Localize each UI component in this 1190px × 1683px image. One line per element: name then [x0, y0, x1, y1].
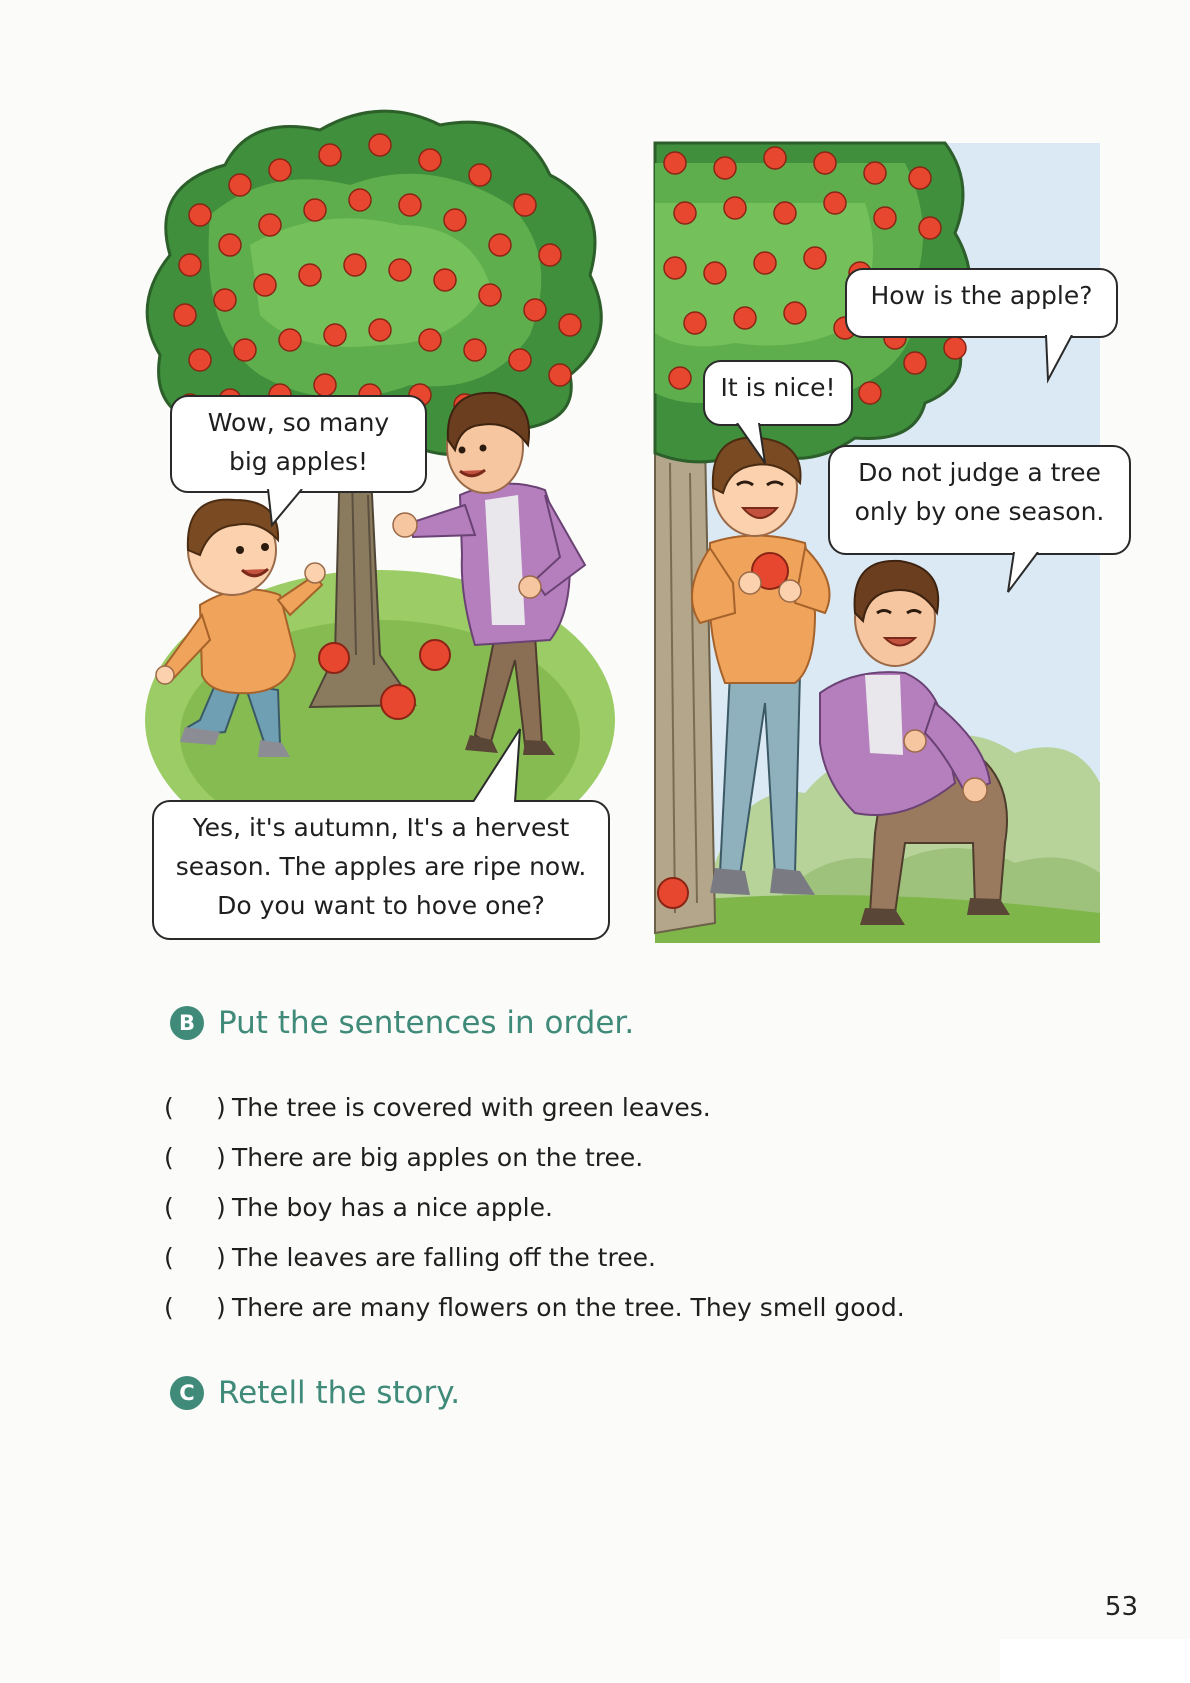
apple: [369, 134, 391, 156]
bubble-line: Wow, so many: [207, 408, 390, 437]
bubble-line: It is nice!: [720, 373, 836, 402]
sentence-order-list: [164, 1082, 984, 1332]
answer-blank-open[interactable]: (: [164, 1192, 174, 1222]
apple: [524, 299, 546, 321]
answer-blank-open[interactable]: (: [164, 1242, 174, 1272]
speech-bubble-question: [845, 268, 1118, 338]
apple: [489, 234, 511, 256]
apple: [804, 247, 826, 269]
apple: [314, 374, 336, 396]
answer-blank-close: ): [216, 1242, 226, 1272]
answer-blank-close: ): [216, 1092, 226, 1122]
apple: [444, 209, 466, 231]
bubble-line: Do not judge a tree: [858, 458, 1101, 487]
apple: [664, 257, 686, 279]
sentence-item: [164, 1082, 984, 1132]
answer-blank-open[interactable]: (: [164, 1292, 174, 1322]
sentence-item: [164, 1132, 984, 1182]
speech-bubble-father: [152, 800, 610, 940]
answer-blank-open[interactable]: (: [164, 1092, 174, 1122]
bubble-line: only by one season.: [854, 496, 1105, 526]
answer-blank-close: ): [216, 1142, 226, 1172]
answer-blank-open[interactable]: (: [164, 1142, 174, 1172]
apple: [904, 352, 926, 374]
apple: [909, 167, 931, 189]
apple: [514, 194, 536, 216]
apple: [229, 174, 251, 196]
apple: [724, 197, 746, 219]
speech-bubble-answer: [703, 360, 853, 426]
apple: [214, 289, 236, 311]
apple: [824, 192, 846, 214]
apple: [734, 307, 756, 329]
apple: [469, 164, 491, 186]
apple: [684, 312, 706, 334]
apple: [859, 382, 881, 404]
apple: [669, 367, 691, 389]
apple: [509, 349, 531, 371]
ground-apple: [658, 878, 688, 908]
apple: [419, 149, 441, 171]
section-c-heading: [170, 1375, 460, 1411]
apple: [234, 339, 256, 361]
answer-blank-close: ): [216, 1292, 226, 1322]
apple: [419, 329, 441, 351]
bubble-tail: [262, 489, 322, 529]
tree-trunk: [655, 443, 715, 933]
section-c-badge: C: [170, 1376, 204, 1410]
apple: [464, 339, 486, 361]
section-c-title: Retell the story.: [218, 1375, 461, 1411]
apple: [349, 189, 371, 211]
bubble-line: How is the apple?: [870, 281, 1093, 310]
sentence-text: There are big apples on the tree.: [232, 1142, 644, 1172]
apple: [944, 337, 966, 359]
apple: [254, 274, 276, 296]
section-b-badge: B: [170, 1006, 204, 1040]
apple: [299, 264, 321, 286]
speech-bubble-boy: [170, 395, 427, 493]
apple: [399, 194, 421, 216]
apple: [319, 144, 341, 166]
bubble-tail: [1040, 335, 1080, 385]
sentence-item: [164, 1182, 984, 1232]
apple: [434, 269, 456, 291]
apple: [549, 364, 571, 386]
apple: [539, 244, 561, 266]
page-number: 53: [1104, 1592, 1138, 1622]
section-b-title: Put the sentences in order.: [218, 1005, 635, 1041]
sentence-text: The leaves are falling off the tree.: [232, 1242, 656, 1272]
apple: [674, 202, 696, 224]
apple: [219, 234, 241, 256]
sentence-item: [164, 1232, 984, 1282]
apple: [174, 304, 196, 326]
apple: [764, 147, 786, 169]
apple: [814, 152, 836, 174]
apple: [784, 302, 806, 324]
sentence-text: There are many flowers on the tree. They smell good.: [232, 1292, 905, 1322]
apple: [259, 214, 281, 236]
apple: [919, 217, 941, 239]
apple: [704, 262, 726, 284]
answer-blank-close: ): [216, 1192, 226, 1222]
sentence-item: [164, 1282, 984, 1332]
apple: [179, 254, 201, 276]
bubble-tail: [733, 423, 773, 468]
sentence-text: The tree is covered with green leaves.: [232, 1092, 711, 1122]
bubble-tail: [1002, 552, 1052, 597]
bubble-line: Yes, it's autumn, It's a hervest: [192, 813, 570, 842]
section-b-heading: [170, 1005, 634, 1041]
apple: [304, 199, 326, 221]
bubble-line: season. The apples are ripe now.: [175, 851, 587, 881]
apple: [269, 159, 291, 181]
apple: [864, 162, 886, 184]
bubble-tail: [465, 725, 535, 805]
apple: [559, 314, 581, 336]
apple: [774, 202, 796, 224]
apple: [369, 319, 391, 341]
apple: [754, 252, 776, 274]
apple: [344, 254, 366, 276]
apple: [189, 349, 211, 371]
apple: [874, 207, 896, 229]
page-corner-strip: [1000, 1639, 1190, 1683]
apple: [279, 329, 301, 351]
apple: [324, 324, 346, 346]
sentence-text: The boy has a nice apple.: [232, 1192, 553, 1222]
bubble-line: big apples!: [228, 446, 369, 476]
bubble-line: Do you want to hove one?: [217, 890, 545, 920]
apple: [714, 157, 736, 179]
apple: [479, 284, 501, 306]
apple: [389, 259, 411, 281]
speech-bubble-moral: [828, 445, 1131, 555]
apple: [189, 204, 211, 226]
apple: [664, 152, 686, 174]
